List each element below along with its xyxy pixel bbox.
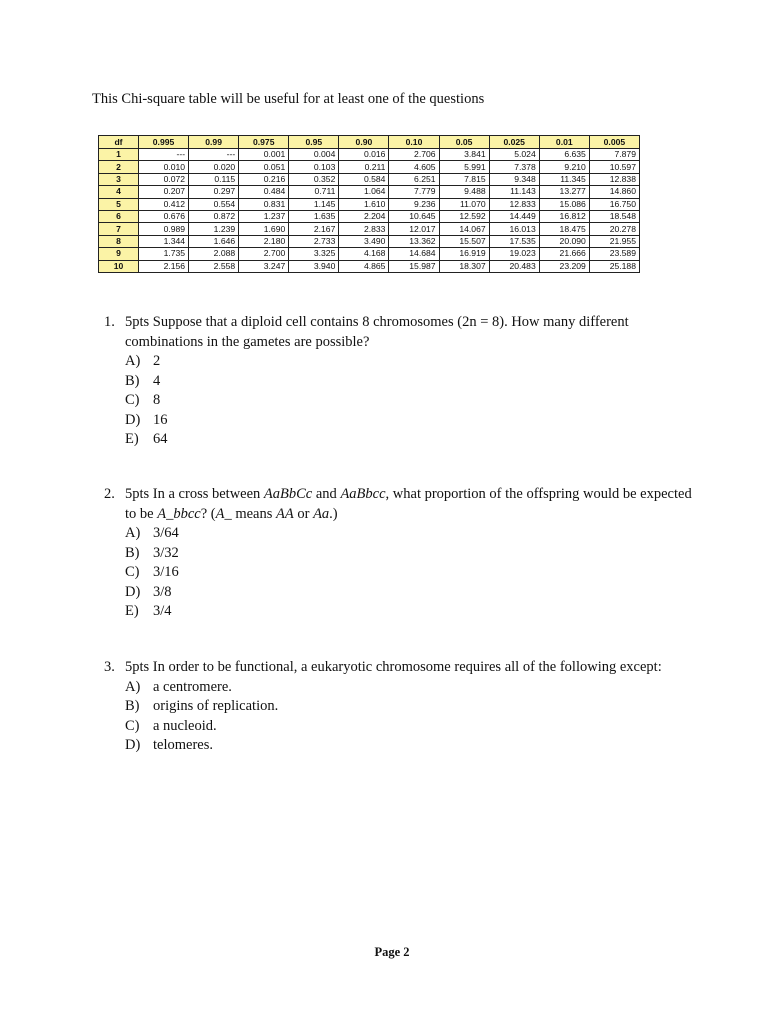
answer-option[interactable] <box>125 411 695 431</box>
df-cell: 9 <box>99 248 139 260</box>
answer-option[interactable] <box>125 372 695 392</box>
chi-table-row <box>99 235 640 247</box>
text-run: 5pts In a cross between <box>125 486 264 502</box>
critical-value-cell: 0.412 <box>139 198 189 210</box>
critical-value-cell: 0.989 <box>139 223 189 235</box>
critical-value-cell: 21.955 <box>589 235 639 247</box>
option-text: 3/4 <box>153 603 172 619</box>
critical-value-cell: 21.666 <box>539 248 589 260</box>
critical-value-cell: 5.991 <box>439 161 489 173</box>
critical-value-cell: 3.325 <box>289 248 339 260</box>
header-cell: 0.99 <box>189 136 239 149</box>
df-cell: 8 <box>99 235 139 247</box>
critical-value-cell: 0.010 <box>139 161 189 173</box>
chi-square-table <box>98 135 640 273</box>
option-letter: D) <box>125 411 141 428</box>
critical-value-cell: 7.879 <box>589 149 639 161</box>
df-cell: 1 <box>99 149 139 161</box>
critical-value-cell: 0.001 <box>239 149 289 161</box>
critical-value-cell: 1.610 <box>339 198 389 210</box>
critical-value-cell: 15.507 <box>439 235 489 247</box>
option-letter: B) <box>125 544 140 561</box>
option-text: a nucleoid. <box>153 717 217 734</box>
genotype-italic: A_bbcc <box>157 505 201 522</box>
critical-value-cell: 16.919 <box>439 248 489 260</box>
critical-value-cell: 1.735 <box>139 248 189 260</box>
critical-value-cell: 1.239 <box>189 223 239 235</box>
text-run: .) <box>329 505 338 522</box>
critical-value-cell: 23.589 <box>589 248 639 260</box>
critical-value-cell: 15.086 <box>539 198 589 210</box>
critical-value-cell: 12.833 <box>489 198 539 210</box>
chi-table-row <box>99 186 640 198</box>
option-text: 16 <box>153 411 168 428</box>
critical-value-cell: 7.779 <box>389 186 439 198</box>
option-text: 4 <box>153 372 161 389</box>
critical-value-cell: 19.023 <box>489 248 539 260</box>
critical-value-cell: 0.297 <box>189 186 239 198</box>
critical-value-cell: 1.064 <box>339 186 389 198</box>
text-run: , what proportion of the offspring would be expected to be <box>125 486 692 522</box>
chi-table-row <box>99 198 640 210</box>
option-letter: E) <box>125 603 139 619</box>
critical-value-cell: 0.676 <box>139 210 189 222</box>
critical-value-cell: 2.180 <box>239 235 289 247</box>
option-text: telomeres. <box>153 737 213 753</box>
intro-text: This Chi-square table will be useful for at least one of the questions <box>92 91 485 107</box>
answer-option[interactable] <box>125 563 695 583</box>
chi-table-header-row <box>99 136 640 149</box>
text-run: and <box>312 486 341 502</box>
chi-table-row <box>99 149 640 161</box>
text-run: means <box>231 505 276 522</box>
df-cell: 7 <box>99 223 139 235</box>
option-letter: D) <box>125 583 141 600</box>
answer-option[interactable] <box>125 430 695 450</box>
critical-value-cell: 16.750 <box>589 198 639 210</box>
critical-value-cell: 2.733 <box>289 235 339 247</box>
df-cell: 4 <box>99 186 139 198</box>
critical-value-cell: 14.067 <box>439 223 489 235</box>
critical-value-cell: 1.344 <box>139 235 189 247</box>
critical-value-cell: 0.115 <box>189 173 239 185</box>
critical-value-cell: 10.645 <box>389 210 439 222</box>
critical-value-cell: --- <box>139 149 189 161</box>
question-number: 3. <box>104 659 115 675</box>
header-cell: 0.01 <box>539 136 589 149</box>
critical-value-cell: 2.558 <box>189 260 239 272</box>
critical-value-cell: 18.475 <box>539 223 589 235</box>
answer-option[interactable] <box>125 544 695 564</box>
answer-option[interactable] <box>125 697 695 717</box>
genotype-italic: AA <box>276 505 294 522</box>
chi-table-row <box>99 173 640 185</box>
option-text: 8 <box>153 392 161 408</box>
critical-value-cell: 11.070 <box>439 198 489 210</box>
critical-value-cell: 6.251 <box>389 173 439 185</box>
chi-table-row <box>99 248 640 260</box>
critical-value-cell: 20.090 <box>539 235 589 247</box>
df-cell: 6 <box>99 210 139 222</box>
chi-table-row <box>99 161 640 173</box>
option-text: origins of replication. <box>153 698 279 714</box>
option-letter: D) <box>125 737 141 753</box>
critical-value-cell: 0.711 <box>289 186 339 198</box>
df-cell: 10 <box>99 260 139 272</box>
critical-value-cell: 20.278 <box>589 223 639 235</box>
critical-value-cell: 0.004 <box>289 149 339 161</box>
page-number: Page 2 <box>374 945 410 959</box>
critical-value-cell: 0.216 <box>239 173 289 185</box>
genotype-italic: AaBbCc <box>263 486 313 502</box>
critical-value-cell: 0.211 <box>339 161 389 173</box>
critical-value-cell: 11.143 <box>489 186 539 198</box>
critical-value-cell: 0.016 <box>339 149 389 161</box>
critical-value-cell: 18.548 <box>589 210 639 222</box>
critical-value-cell: 2.088 <box>189 248 239 260</box>
critical-value-cell: 12.838 <box>589 173 639 185</box>
chi-table-row <box>99 260 640 272</box>
question-number: 1. <box>104 314 115 330</box>
option-text: 2 <box>153 353 161 369</box>
critical-value-cell: 0.072 <box>139 173 189 185</box>
option-letter: B) <box>125 372 140 389</box>
critical-value-cell: 1.237 <box>239 210 289 222</box>
question-3 <box>104 658 695 756</box>
genotype-italic: A_ <box>215 505 232 522</box>
critical-value-cell: 2.156 <box>139 260 189 272</box>
answer-option[interactable] <box>125 391 695 411</box>
option-letter: C) <box>125 717 140 734</box>
option-letter: A) <box>125 678 141 695</box>
text-run: or <box>293 505 314 522</box>
critical-value-cell: 0.352 <box>289 173 339 185</box>
critical-value-cell: 6.635 <box>539 149 589 161</box>
df-cell: 3 <box>99 173 139 185</box>
critical-value-cell: 5.024 <box>489 149 539 161</box>
chi-table-row <box>99 210 640 222</box>
answer-option[interactable] <box>125 678 695 698</box>
critical-value-cell: 2.706 <box>389 149 439 161</box>
critical-value-cell: 25.188 <box>589 260 639 272</box>
critical-value-cell: 23.209 <box>539 260 589 272</box>
critical-value-cell: 9.210 <box>539 161 589 173</box>
critical-value-cell: --- <box>189 149 239 161</box>
critical-value-cell: 18.307 <box>439 260 489 272</box>
critical-value-cell: 20.483 <box>489 260 539 272</box>
header-cell: 0.025 <box>489 136 539 149</box>
option-letter: C) <box>125 392 140 408</box>
critical-value-cell: 0.051 <box>239 161 289 173</box>
option-text: 3/16 <box>153 564 179 580</box>
header-cell: 0.95 <box>289 136 339 149</box>
critical-value-cell: 2.204 <box>339 210 389 222</box>
critical-value-cell: 14.684 <box>389 248 439 260</box>
critical-value-cell: 4.605 <box>389 161 439 173</box>
option-letter: C) <box>125 564 140 580</box>
option-letter: A) <box>125 525 141 541</box>
answer-option[interactable] <box>125 717 695 737</box>
header-cell: 0.995 <box>139 136 189 149</box>
question-1 <box>104 313 695 450</box>
answer-option[interactable] <box>125 524 695 544</box>
header-cell: 0.10 <box>389 136 439 149</box>
header-cell: 0.90 <box>339 136 389 149</box>
critical-value-cell: 14.860 <box>589 186 639 198</box>
chi-table-row <box>99 223 640 235</box>
critical-value-cell: 2.167 <box>289 223 339 235</box>
critical-value-cell: 0.831 <box>239 198 289 210</box>
critical-value-cell: 7.815 <box>439 173 489 185</box>
genotype-italic: AaBbcc <box>340 486 386 502</box>
option-letter: A) <box>125 353 141 369</box>
critical-value-cell: 2.700 <box>239 248 289 260</box>
critical-value-cell: 3.940 <box>289 260 339 272</box>
question-text: 5pts In order to be functional, a eukaryotic chromosome requires all of the following except: <box>125 659 662 675</box>
critical-value-cell: 0.207 <box>139 186 189 198</box>
question-text <box>125 485 695 524</box>
critical-value-cell: 7.378 <box>489 161 539 173</box>
option-letter: B) <box>125 698 140 714</box>
df-cell: 5 <box>99 198 139 210</box>
critical-value-cell: 11.345 <box>539 173 589 185</box>
header-cell: 0.005 <box>589 136 639 149</box>
text-run: ? ( <box>200 505 216 522</box>
critical-value-cell: 3.490 <box>339 235 389 247</box>
genotype-italic: Aa <box>313 505 330 522</box>
critical-value-cell: 12.592 <box>439 210 489 222</box>
answer-options <box>125 352 695 450</box>
chi-table-body <box>99 149 640 273</box>
critical-value-cell: 14.449 <box>489 210 539 222</box>
df-cell: 2 <box>99 161 139 173</box>
critical-value-cell: 0.554 <box>189 198 239 210</box>
critical-value-cell: 3.247 <box>239 260 289 272</box>
critical-value-cell: 0.484 <box>239 186 289 198</box>
critical-value-cell: 13.362 <box>389 235 439 247</box>
critical-value-cell: 15.987 <box>389 260 439 272</box>
header-cell: df <box>99 136 139 149</box>
answer-option[interactable] <box>125 736 695 756</box>
option-text: 3/32 <box>153 544 179 561</box>
option-text: 3/64 <box>153 525 179 541</box>
question-text: 5pts Suppose that a diploid cell contains 8 chromosomes (2n = 8). How many different combinations in the gametes are possible? <box>125 314 629 350</box>
critical-value-cell: 2.833 <box>339 223 389 235</box>
critical-value-cell: 9.236 <box>389 198 439 210</box>
critical-value-cell: 0.103 <box>289 161 339 173</box>
critical-value-cell: 16.013 <box>489 223 539 235</box>
option-text: 64 <box>153 431 168 447</box>
answer-option[interactable] <box>125 602 695 622</box>
critical-value-cell: 13.277 <box>539 186 589 198</box>
answer-option[interactable] <box>125 352 695 372</box>
critical-value-cell: 16.812 <box>539 210 589 222</box>
critical-value-cell: 1.145 <box>289 198 339 210</box>
critical-value-cell: 0.584 <box>339 173 389 185</box>
option-text: 3/8 <box>153 583 172 600</box>
critical-value-cell: 10.597 <box>589 161 639 173</box>
critical-value-cell: 3.841 <box>439 149 489 161</box>
header-cell: 0.975 <box>239 136 289 149</box>
critical-value-cell: 17.535 <box>489 235 539 247</box>
critical-value-cell: 4.865 <box>339 260 389 272</box>
critical-value-cell: 0.020 <box>189 161 239 173</box>
critical-value-cell: 4.168 <box>339 248 389 260</box>
critical-value-cell: 1.635 <box>289 210 339 222</box>
question-number: 2. <box>104 486 115 502</box>
critical-value-cell: 0.872 <box>189 210 239 222</box>
answer-option[interactable] <box>125 583 695 603</box>
critical-value-cell: 1.690 <box>239 223 289 235</box>
critical-value-cell: 12.017 <box>389 223 439 235</box>
question-2 <box>104 485 695 622</box>
option-text: a centromere. <box>153 678 232 695</box>
header-cell: 0.05 <box>439 136 489 149</box>
answer-options <box>125 678 695 756</box>
answer-options <box>125 524 695 622</box>
critical-value-cell: 9.488 <box>439 186 489 198</box>
critical-value-cell: 1.646 <box>189 235 239 247</box>
critical-value-cell: 9.348 <box>489 173 539 185</box>
option-letter: E) <box>125 431 139 447</box>
